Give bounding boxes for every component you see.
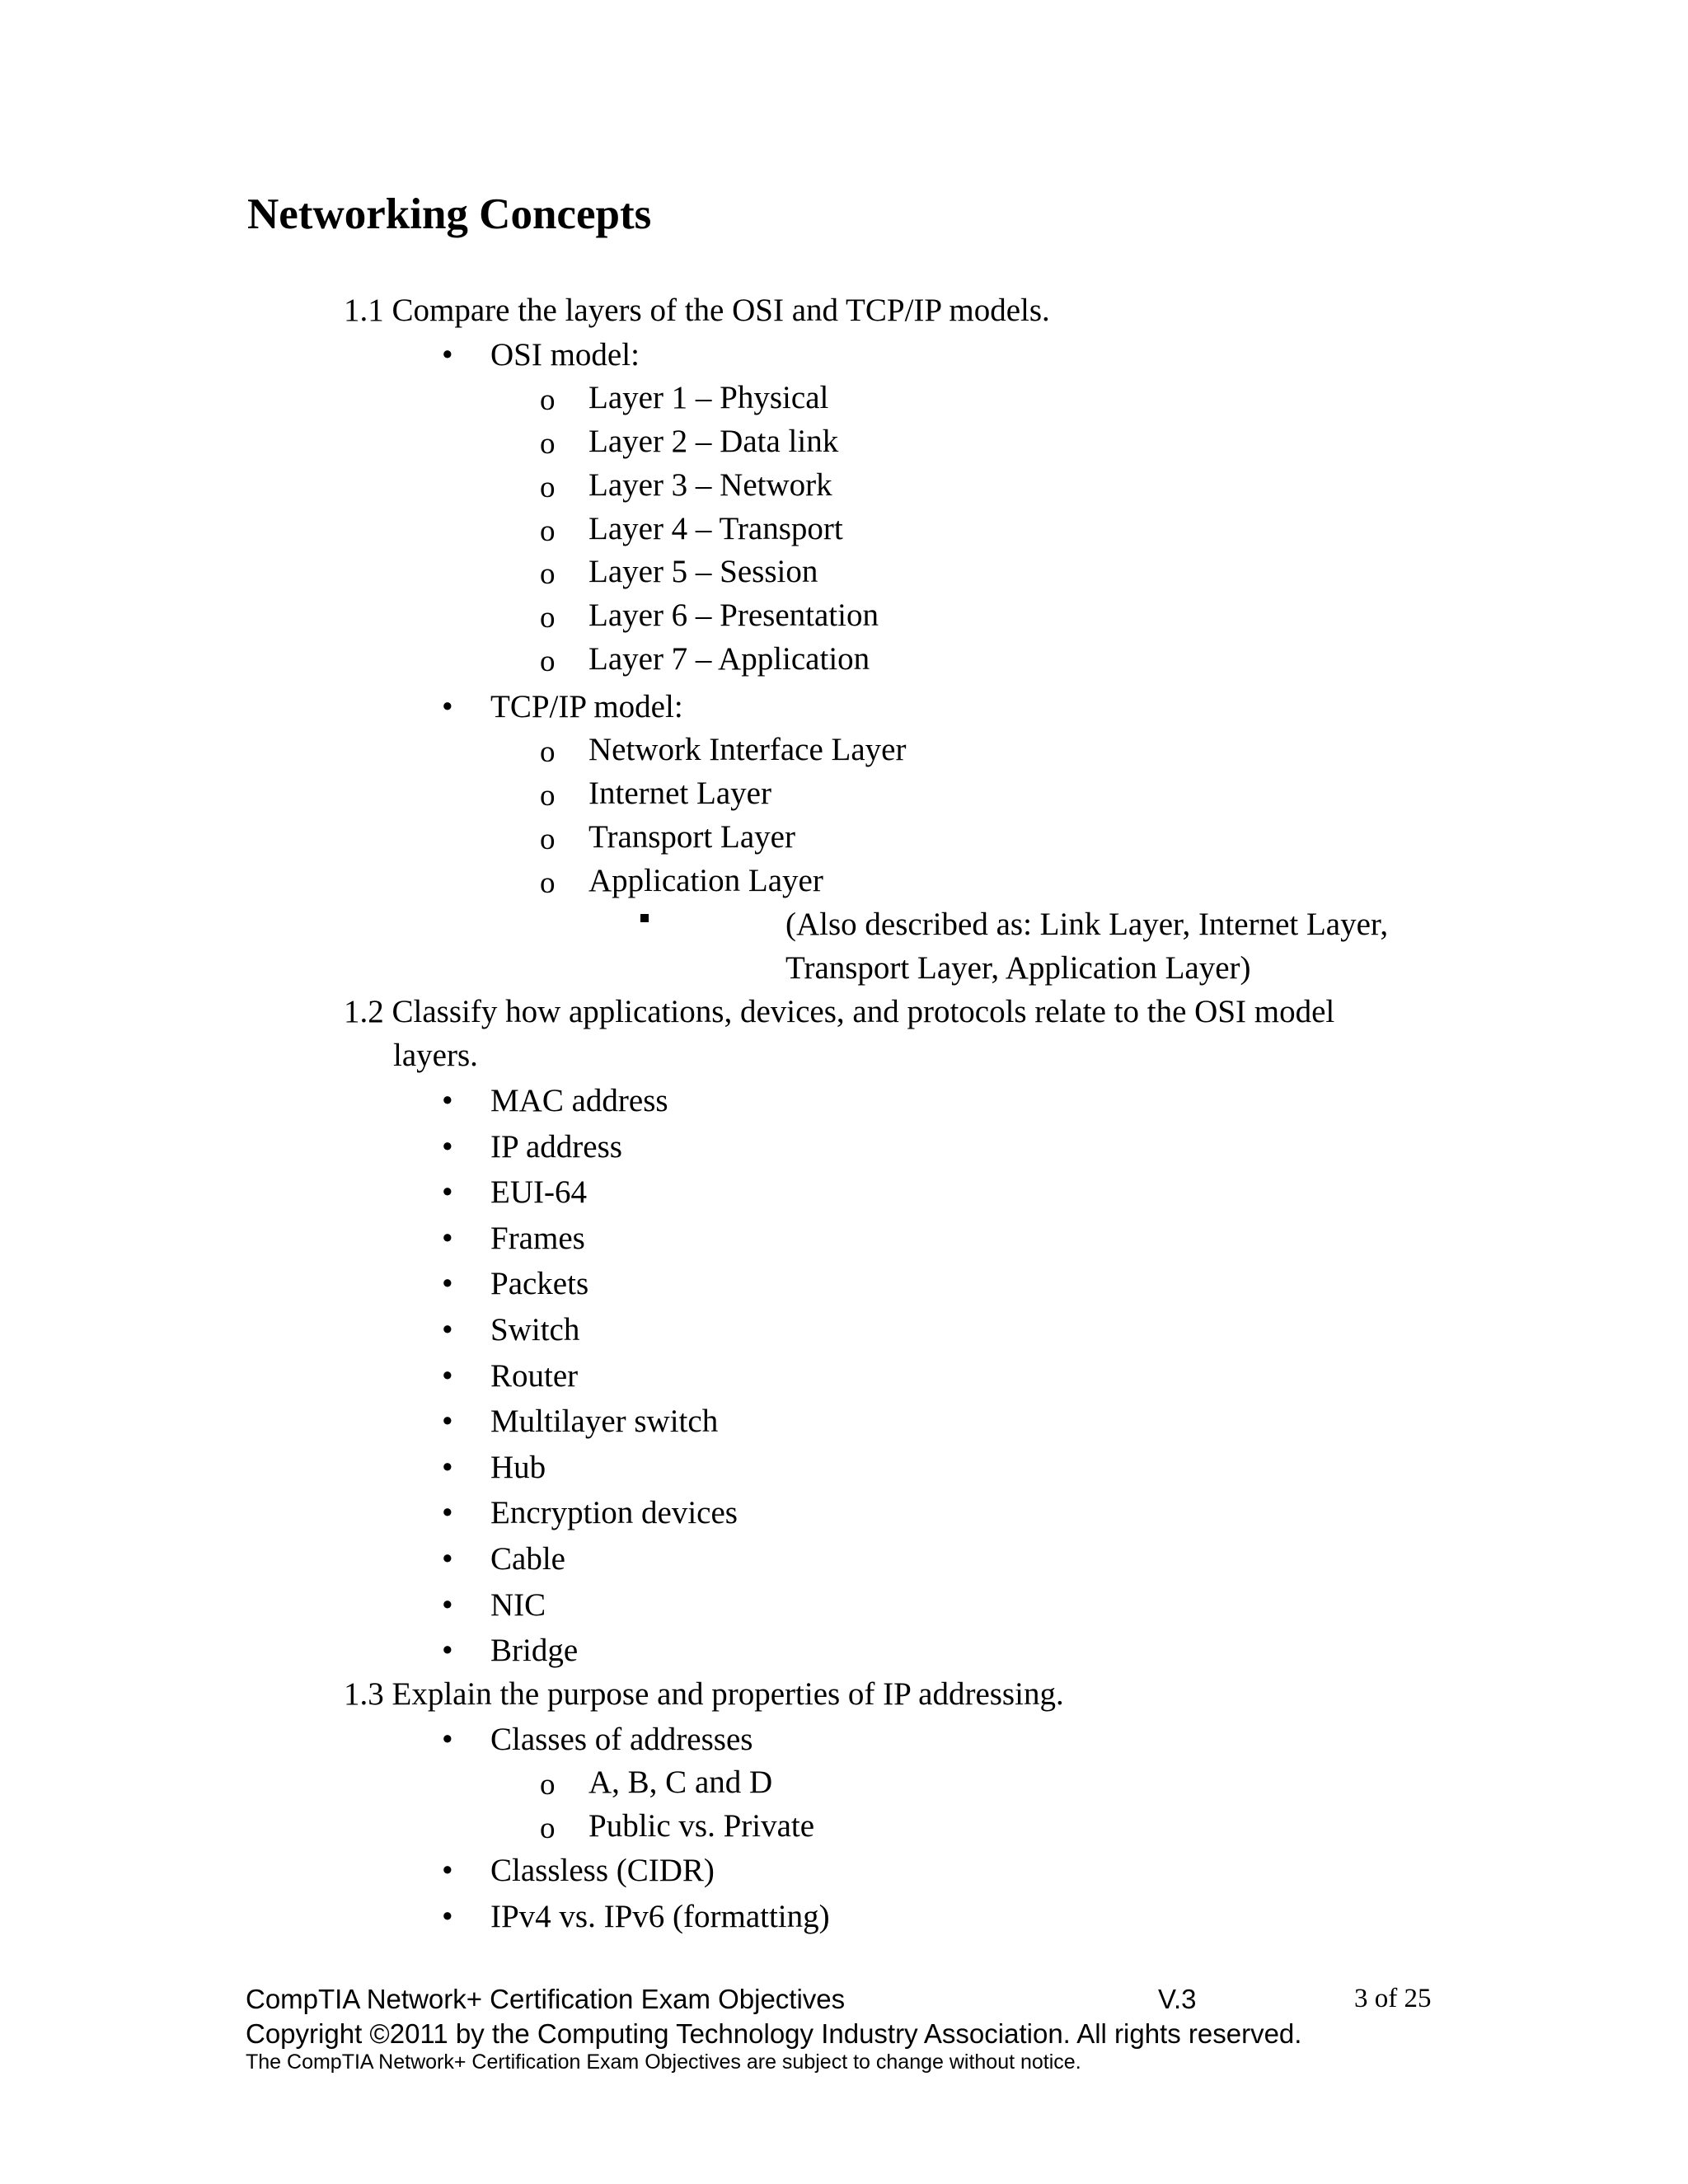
list-item: EUI-64: [490, 1174, 587, 1210]
list-item: Router: [490, 1358, 579, 1394]
tcpip-layer-item: Transport Layer: [588, 819, 795, 855]
osi-layer-item: Layer 1 – Physical: [588, 380, 829, 415]
bullet-circle: o: [540, 644, 556, 678]
bullet-dot: •: [442, 1129, 453, 1165]
list-item: Frames: [490, 1221, 585, 1256]
bullet-circle: o: [540, 601, 556, 635]
section-heading-1-1: 1.1 Compare the layers of the OSI and TCP/IP models.: [344, 293, 1050, 328]
footer-page-number: 3 of 25: [1354, 1984, 1432, 2013]
bullet-circle: o: [540, 557, 556, 591]
bullet-dot: •: [442, 1899, 453, 1934]
bullet-dot: •: [442, 1083, 453, 1118]
tcpip-layer-item: Network Interface Layer: [588, 732, 907, 767]
footer-copyright: Copyright ©2011 by the Computing Technology Industry Association. All rights reserved.: [246, 2018, 1302, 2049]
bullet-dot: •: [442, 1312, 453, 1347]
bullet-dot: •: [442, 689, 453, 724]
bullet-dot: •: [442, 1495, 453, 1530]
section-heading-1-2: 1.2 Classify how applications, devices, and protocols relate to the OSI model: [344, 994, 1335, 1029]
footer-version: V.3: [1158, 1984, 1197, 2014]
list-item: Classes of addresses: [490, 1722, 753, 1757]
osi-model-label: OSI model:: [490, 337, 640, 373]
osi-layer-item: Layer 4 – Transport: [588, 511, 843, 546]
tcpip-alt-description-cont: Transport Layer, Application Layer): [785, 950, 1251, 986]
list-item: Packets: [490, 1266, 589, 1301]
tcpip-alt-description: (Also described as: Link Layer, Internet Layer,: [785, 907, 1389, 942]
tcpip-model-label: TCP/IP model:: [490, 689, 683, 724]
list-item: IPv4 vs. IPv6 (formatting): [490, 1899, 830, 1934]
bullet-dot: •: [442, 1722, 453, 1757]
list-item: Bridge: [490, 1633, 579, 1668]
list-item: IP address: [490, 1129, 622, 1165]
bullet-dot: •: [442, 1174, 453, 1210]
sub-list-item: Public vs. Private: [588, 1808, 815, 1844]
bullet-circle: o: [540, 866, 556, 900]
bullet-dot: •: [442, 1450, 453, 1485]
bullet-dot: •: [442, 1358, 453, 1394]
bullet-circle: o: [540, 427, 556, 461]
list-item: Cable: [490, 1541, 565, 1577]
osi-layer-item: Layer 6 – Presentation: [588, 598, 879, 633]
bullet-circle: o: [540, 383, 556, 417]
bullet-circle: o: [540, 779, 556, 813]
bullet-dot: •: [442, 1541, 453, 1577]
bullet-circle: o: [540, 823, 556, 856]
osi-layer-item: Layer 3 – Network: [588, 467, 832, 503]
list-item: Encryption devices: [490, 1495, 738, 1530]
bullet-dot: •: [442, 1266, 453, 1301]
square-bullet-icon: [640, 914, 649, 922]
list-item: Switch: [490, 1312, 580, 1347]
section-heading-1-2-cont: layers.: [393, 1038, 478, 1073]
bullet-dot: •: [442, 1587, 453, 1623]
bullet-circle: o: [540, 1811, 556, 1845]
bullet-dot: •: [442, 1221, 453, 1256]
list-item: Classless (CIDR): [490, 1853, 715, 1888]
list-item: MAC address: [490, 1083, 668, 1118]
list-item: NIC: [490, 1587, 546, 1623]
footer-doc-title: CompTIA Network+ Certification Exam Objectives: [246, 1984, 846, 2014]
tcpip-layer-item: Internet Layer: [588, 776, 771, 811]
osi-layer-item: Layer 2 – Data link: [588, 424, 839, 459]
list-item: Multilayer switch: [490, 1404, 719, 1439]
bullet-circle: o: [540, 1768, 556, 1802]
tcpip-layer-item: Application Layer: [588, 863, 823, 898]
bullet-circle: o: [540, 735, 556, 769]
osi-layer-item: Layer 7 – Application: [588, 641, 870, 677]
bullet-circle: o: [540, 514, 556, 548]
bullet-dot: •: [442, 337, 453, 373]
bullet-dot: •: [442, 1404, 453, 1439]
sub-list-item: A, B, C and D: [588, 1765, 773, 1800]
section-heading-1-3: 1.3 Explain the purpose and properties of IP addressing.: [344, 1676, 1064, 1712]
footer-notice: The CompTIA Network+ Certification Exam Objectives are subject to change without notice.: [246, 2050, 1081, 2074]
bullet-dot: •: [442, 1633, 453, 1668]
bullet-dot: •: [442, 1853, 453, 1888]
page-title: Networking Concepts: [247, 190, 652, 238]
bullet-circle: o: [540, 471, 556, 504]
list-item: Hub: [490, 1450, 546, 1485]
osi-layer-item: Layer 5 – Session: [588, 554, 818, 589]
